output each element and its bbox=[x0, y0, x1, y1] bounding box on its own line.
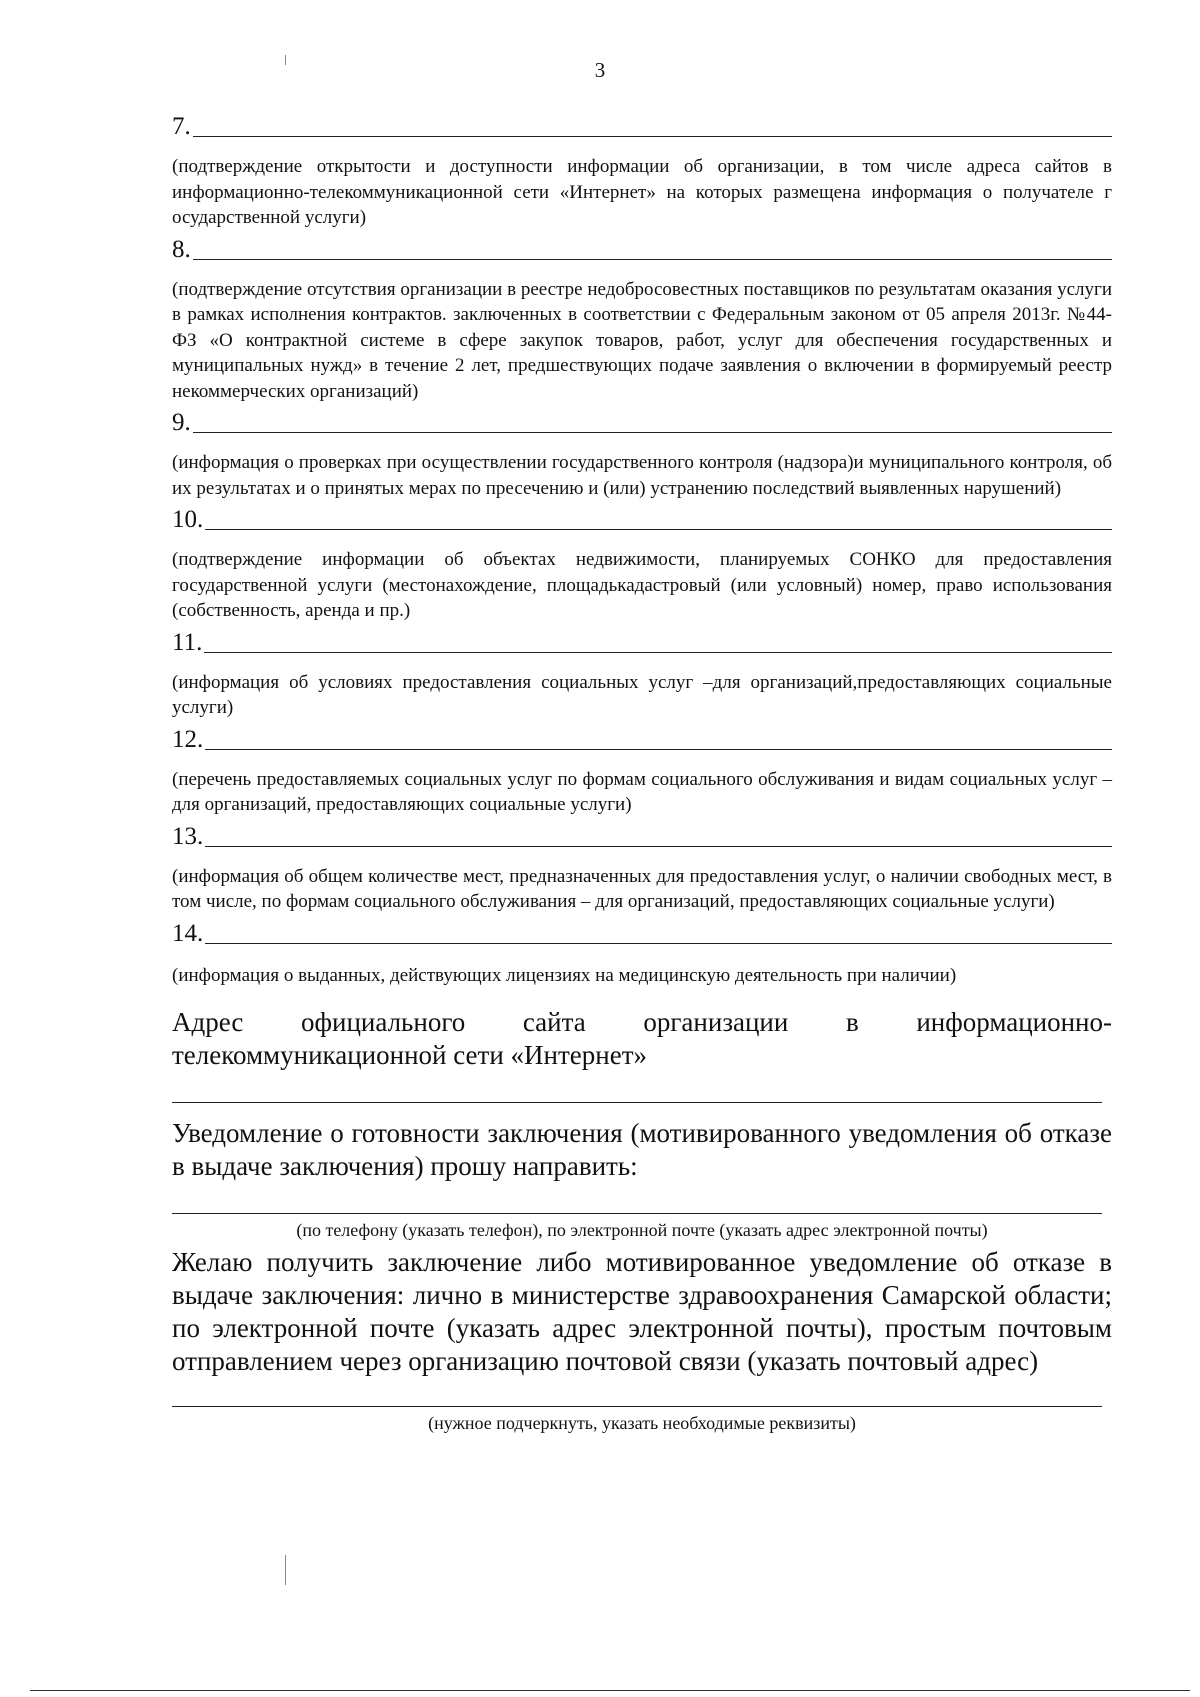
fill-in-line[interactable] bbox=[205, 943, 1112, 944]
form-item-11 bbox=[172, 624, 1112, 721]
item-number: 14. bbox=[172, 919, 204, 947]
form-item-14 bbox=[172, 915, 1112, 989]
fill-in-line[interactable] bbox=[205, 846, 1112, 847]
fill-in-line[interactable] bbox=[205, 749, 1112, 750]
page-bottom-edge bbox=[30, 1690, 1190, 1691]
scan-mark bbox=[285, 1555, 286, 1585]
fill-in-line[interactable] bbox=[193, 259, 1112, 260]
fill-in-line[interactable] bbox=[205, 529, 1112, 530]
form-item-7 bbox=[172, 108, 1112, 231]
item-number: 7. bbox=[172, 113, 191, 140]
website-fill-line[interactable] bbox=[172, 1102, 1102, 1103]
item-note: (подтверждение информации об объектах недвижимости, планируемых СОНКО для предоставления государственной услуги (местонахождение, площадькадастровый (или условный) номер, право использования (собственность, аренда и пр.) bbox=[172, 549, 1112, 621]
item-note: (перечень предоставляемых социальных услуг по формам социального обслуживания и видам социальных услуг – для организаций, предоставляющих социальные услуги) bbox=[172, 768, 1112, 815]
item-note: (подтверждение отсутствия организации в реестре недобросовестных поставщиков по результатам оказания услуги в рамках исполнения контрактов. заключенных в соответствии с Федеральным законом от 05 апреля 2013г. №44-ФЗ «О контрактной системе в сфере закупок товаров, работ, услуг для обеспечения государственных и муниципальных нужд» в течение 2 лет, предшествующих подаче заявления о включении в формируемый реестр некоммерческих организаций) bbox=[172, 278, 1112, 402]
form-content bbox=[172, 108, 1112, 1435]
item-number: 8. bbox=[172, 235, 191, 263]
page-number: 3 bbox=[594, 58, 606, 82]
item-note: (информация об общем количестве мест, предназначенных для предоставления услуг, о наличии свободных мест, в том числе, по формам социального обслуживания – для организаций, предоставляющих социальные услуги) bbox=[172, 865, 1112, 912]
form-item-12 bbox=[172, 721, 1112, 818]
item-number: 13. bbox=[172, 822, 204, 850]
item-note: (информация об условиях предоставления социальных услуг –для организаций,предоставляющих социальные услуги) bbox=[172, 671, 1112, 718]
item-note: (информация о выданных, действующих лицензиях на медицинскую деятельность при наличии) bbox=[172, 964, 957, 986]
form-item-10 bbox=[172, 501, 1112, 624]
delivery-fill-line[interactable] bbox=[172, 1406, 1102, 1407]
notification-label: Уведомление о готовности заключения (мотивированного уведомления об отказе в выдаче заключения) прошу направить: bbox=[172, 1118, 1112, 1181]
fill-in-line[interactable] bbox=[193, 432, 1112, 433]
fill-in-line[interactable] bbox=[193, 136, 1112, 137]
form-item-13 bbox=[172, 818, 1112, 915]
item-number: 9. bbox=[172, 409, 191, 436]
form-item-8 bbox=[172, 231, 1112, 405]
delivery-caption: (нужное подчеркнуть, указать необходимые реквизиты) bbox=[428, 1413, 856, 1433]
notification-caption: (по телефону (указать телефон), по электронной почте (указать адрес электронной почты) bbox=[296, 1220, 988, 1240]
item-number: 10. bbox=[172, 506, 204, 533]
scan-mark bbox=[285, 55, 286, 65]
item-number: 12. bbox=[172, 725, 204, 753]
item-note: (информация о проверках при осуществлении государственного контроля (надзора)и муниципального контроля, об их результатах и о принятых мерах по пресечению и (или) устранению последствий выявленных нарушений) bbox=[172, 452, 1112, 499]
item-note: (подтверждение открытости и доступности информации об организации, в том числе адреса сайтов в информационно-телекоммуникационной сети «Интернет» на которых размещена информация о получателе г осударственной услуги) bbox=[172, 156, 1112, 228]
website-address-label: Адрес официального сайта организации в информационно-телекоммуникационной сети «Интернет» bbox=[172, 1007, 1112, 1070]
delivery-method-text: Желаю получить заключение либо мотивированное уведомление об отказе в выдаче заключения: лично в министерстве здравоохранения Самарской области; по электронной почте (указать адрес электронной почты), простым почтовым отправлением через организацию почтовой связи (указать почтовый адрес) bbox=[172, 1247, 1112, 1376]
fill-in-line[interactable] bbox=[204, 652, 1112, 653]
form-item-9 bbox=[172, 404, 1112, 501]
notification-fill-line[interactable] bbox=[172, 1213, 1102, 1214]
item-number: 11. bbox=[172, 628, 203, 656]
